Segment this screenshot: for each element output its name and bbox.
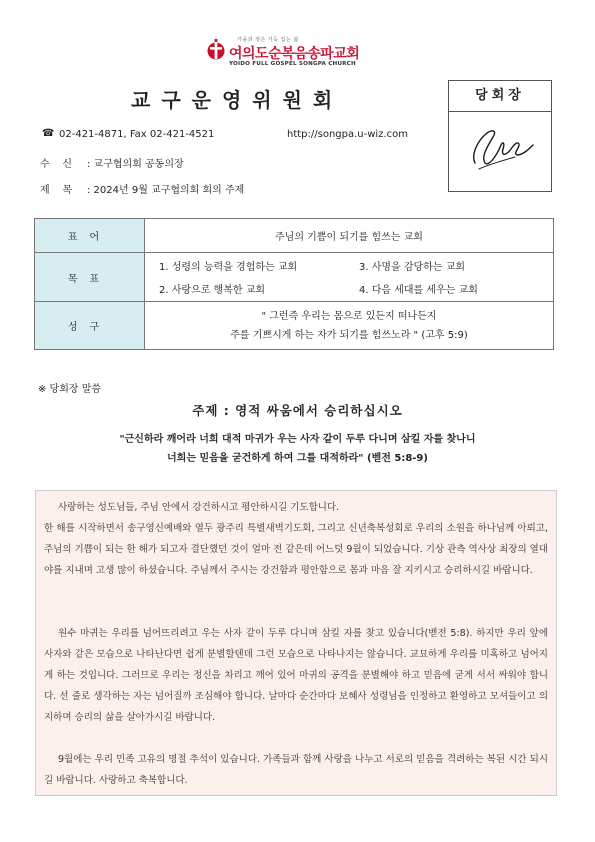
goal-item: 3. 사명을 감당하는 교회 xyxy=(359,262,466,273)
telephone-icon: ☎ xyxy=(42,128,55,139)
verse-line-2: 주를 기쁘시게 하는 자가 되기를 힘쓰노라 " (고후 5:9) xyxy=(230,329,468,341)
recipient-value: : 교구협의회 공동의장 xyxy=(87,159,184,170)
motto-label: 표어 xyxy=(35,219,145,253)
message-paragraph: 9월에는 우리 민족 고유의 명절 추석이 있습니다. 가족들과 함께 사랑을 나누고 서로의 믿음을 격려하는 복된 시간 되시길 바랍니다. 사랑하고 축복합니다. xyxy=(44,754,548,786)
message-paragraph: 원수 마귀는 우리를 넘어뜨리려고 우는 사자 같이 두루 다니며 삼킬 자를 찾고 있습니다(벧전 5:8). 하지만 우리 앞에 사자와 같은 모습으로 나타난다면 쉽게 분별할텐데 그런 모습으로 나타나지는 않습니다. 교묘하게 우리를 미혹하고 넘어지게 하는 것입니다. 그러므로 우리는 정신을 차리고 깨어 있어 마귀의 공격을 분별해야 하고 믿음에 굳게 서서 싸워야 합니다. 선 줄로 생각하는 자는 넘어질까 조심해야 합니다. 날마다 순간마다 보혜사 성령님을 인정하고 환영하고 모셔들이고 의지하며 승리의 삶을 살아가시길 바랍니다. xyxy=(44,628,548,723)
logo-church-name: 여의도순복음송파교회 xyxy=(229,46,360,62)
contact-phone: 02-421-4871, Fax 02-421-4521 xyxy=(59,129,215,140)
signature-icon xyxy=(467,119,537,174)
pastor-message-heading: ※ 당회장 말씀 xyxy=(38,384,102,395)
motto-value: 주님의 기쁨이 되기를 힘쓰는 교회 xyxy=(145,219,554,253)
goal-item: 4. 다음 세대를 세우는 교회 xyxy=(359,285,478,296)
message-paragraph: 한 해를 시작하면서 송구영신예배와 열두 광주리 특별새벽기도회, 그리고 신년축복성회로 우리의 소원을 하나님께 아뢰고, 주님의 기쁨이 되는 한 해가 되고자 결단했던 것이 얼마 전 같은데 어느덧 9월이 되었습니다. 기상 관측 역사상 최장의 열대야를 지내며 고생 많이 하셨습니다. 주님께서 주시는 강건함과 평안함으로 몸과 마음 잘 지키시고 승리하시길 바랍니다. xyxy=(44,523,548,576)
recipient-label: 수 신 xyxy=(40,159,73,170)
message-theme: 주제 : 영적 싸움에서 승리하십시오 xyxy=(192,403,403,418)
verse-line-1: " 그런즉 우리는 몸으로 있든지 떠나든지 xyxy=(261,310,437,322)
approval-label: 당회장 xyxy=(449,81,551,112)
org-title: 교구운영위원회 xyxy=(131,88,344,112)
church-cross-icon xyxy=(207,39,225,61)
goal-item: 1. 성령의 능력을 경험하는 교회 xyxy=(159,262,298,273)
church-logo xyxy=(207,36,397,70)
goal-item: 2. 사랑으로 행복한 교회 xyxy=(159,285,266,296)
verse-row xyxy=(35,302,554,350)
goals-list xyxy=(159,253,539,301)
goals-label: 목표 xyxy=(35,253,145,302)
pastor-message-box xyxy=(35,490,557,796)
logo-english-name: YOIDO FULL GOSPEL SONGPA CHURCH xyxy=(229,61,356,67)
subject-label: 제 목 xyxy=(40,185,73,196)
scripture-quote-line-2: 너희는 믿음을 굳건하게 하여 그를 대적하라" (벧전 5:8-9) xyxy=(167,453,428,464)
approval-box xyxy=(448,80,552,192)
contact-url[interactable]: http://songpa.u-wiz.com xyxy=(287,129,408,140)
subject-value: : 2024년 9월 교구협의회 회의 주제 xyxy=(87,185,245,196)
scripture-quote-line-1: "근신하라 깨어라 너희 대적 마귀가 우는 사자 같이 두루 다니며 삼킬 자를 찾나니 xyxy=(119,434,476,445)
logo-slogan: 가을과 정은 가득 입는 삶 xyxy=(237,37,299,43)
motto-row xyxy=(35,219,554,253)
verse-label: 성구 xyxy=(35,302,145,350)
church-plan-table xyxy=(34,218,554,350)
goals-row xyxy=(35,253,554,302)
message-paragraph: 사랑하는 성도님들, 주님 안에서 강건하시고 평안하시길 기도합니다. xyxy=(58,502,340,513)
